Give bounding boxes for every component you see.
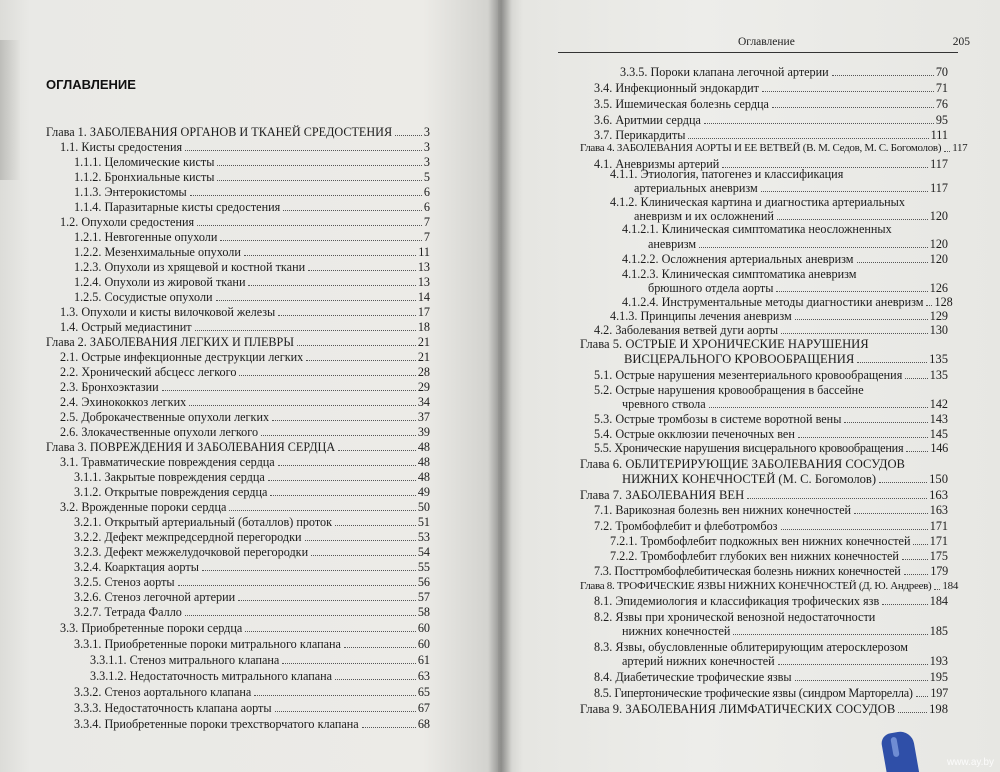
left-page bbox=[0, 0, 498, 772]
toc-entry: 3.3.4. Приобретенные пороки трехстворчатого клапана 68 bbox=[74, 717, 430, 731]
toc-entry: 2.5. Доброкачественные опухоли легких 37 bbox=[60, 410, 430, 424]
toc-entry: 5.3. Острые тромбозы в системе воротной вены 143 bbox=[594, 412, 948, 426]
toc-entry: 3.2.4. Коарктация аорты 55 bbox=[74, 560, 430, 574]
toc-entry: 4.1.2.3. Клиническая симптоматика аневризм bbox=[622, 267, 857, 281]
toc-entry: 1.1. Кисты средостения 3 bbox=[60, 140, 430, 154]
toc-heading: ОГЛАВЛЕНИЕ bbox=[46, 77, 136, 92]
toc-entry: артерий нижних конечностей 193 bbox=[622, 654, 948, 668]
toc-entry: 3.3.1.1. Стеноз митрального клапана 61 bbox=[90, 653, 430, 667]
toc-entry: 1.2.1. Невrогенные опухоли 7 bbox=[74, 230, 430, 244]
toc-entry: 4.1. Аневризмы артерий 117 bbox=[594, 157, 948, 171]
toc-entry: 3.1.2. Открытые повреждения сердца 49 bbox=[74, 485, 430, 499]
toc-entry: Глава 1. ЗАБОЛЕВАНИЯ ОРГАНОВ И ТКАНЕЙ СРЕДОСТЕНИЯ 3 bbox=[46, 125, 430, 139]
toc-entry: ВИСЦЕРАЛЬНОГО КРОВООБРАЩЕНИЯ 135 bbox=[624, 352, 948, 366]
toc-entry: Глава 7. ЗАБОЛЕВАНИЯ ВЕН 163 bbox=[580, 488, 948, 502]
toc-entry: 5.5. Хронические нарушения висцерального кровообращения 146 bbox=[594, 441, 948, 455]
toc-entry: 2.4. Эхинококкоз легких 34 bbox=[60, 395, 430, 409]
toc-entry: 2.6. Злокачественные опухоли легкого 39 bbox=[60, 425, 430, 439]
toc-entry: 1.4. Острый медиастинит 18 bbox=[60, 320, 430, 334]
toc-entry: 4.1.2.2. Осложнения артериальных аневризм 120 bbox=[622, 252, 948, 266]
toc-entry: 1.1.1. Целомические кисты 3 bbox=[74, 155, 430, 169]
right-page bbox=[498, 0, 1000, 772]
toc-entry: 3.3.1. Приобретенные пороки митрального клапана 60 bbox=[74, 637, 430, 651]
toc-entry: брюшного отдела аорты 126 bbox=[648, 281, 948, 295]
book-gutter bbox=[488, 0, 512, 772]
toc-entry: 4.1.3. Принципы лечения аневризм 129 bbox=[610, 309, 948, 323]
toc-entry: 3.2.1. Открытый артериальный (боталлов) проток 51 bbox=[74, 515, 430, 529]
page-edge-shadow bbox=[0, 40, 20, 180]
toc-entry: Глава 5. ОСТРЫЕ И ХРОНИЧЕСКИЕ НАРУШЕНИЯ bbox=[580, 337, 869, 351]
toc-entry: Глава 9. ЗАБОЛЕВАНИЯ ЛИМФАТИЧЕСКИХ СОСУДОВ 198 bbox=[580, 702, 948, 716]
toc-entry: 3.7. Перикардиты 111 bbox=[594, 128, 948, 142]
toc-entry: Глава 8. ТРОФИЧЕСКИЕ ЯЗВЫ НИЖНИХ КОНЕЧНОСТЕЙ (Д. Ю. Андреев) 184 bbox=[580, 580, 959, 592]
toc-entry: 3.2.6. Стеноз легочной артерии 57 bbox=[74, 590, 430, 604]
toc-entry: 1.2.2. Мезенхимальные опухоли 11 bbox=[74, 245, 430, 259]
toc-entry: 4.2. Заболевания ветвей дуги аорты 130 bbox=[594, 323, 948, 337]
toc-entry: 4.1.2. Клиническая картина и диагностика артериальных bbox=[610, 195, 905, 209]
toc-entry: 1.2. Опухоли средостения 7 bbox=[60, 215, 430, 229]
toc-entry: Глава 4. ЗАБОЛЕВАНИЯ АОРТЫ И ЕЕ ВЕТВЕЙ (В. М. Седов, М. С. Богомолов) 117 bbox=[580, 142, 968, 154]
toc-entry: аневризм и их осложнений 120 bbox=[634, 209, 948, 223]
toc-entry: чревного ствола 142 bbox=[622, 397, 948, 411]
toc-entry: аневризм 120 bbox=[648, 237, 948, 251]
toc-entry: 1.2.5. Сосудистые опухоли 14 bbox=[74, 290, 430, 304]
toc-entry: 1.1.3. Энтерокистомы 6 bbox=[74, 185, 430, 199]
toc-entry: 8.2. Язвы при хронической венозной недостаточности bbox=[594, 610, 876, 624]
toc-entry: 7.2.2. Тромбофлебит глубоких вен нижних конечностей 175 bbox=[610, 549, 948, 563]
toc-entry: 5.1. Острые нарушения мезентериального кровообращения 135 bbox=[594, 368, 948, 382]
toc-entry: 3.1.1. Закрытые повреждения сердца 48 bbox=[74, 470, 430, 484]
toc-entry: 3.3. Приобретенные пороки сердца 60 bbox=[60, 621, 430, 635]
toc-entry: 3.2.7. Тетрада Фалло 58 bbox=[74, 605, 430, 619]
toc-entry: 4.1.1. Этиология, патогенез и классификация bbox=[610, 167, 844, 181]
toc-entry: 1.2.3. Опухоли из хрящевой и костной ткани 13 bbox=[74, 260, 430, 274]
toc-entry: 1.1.2. Бронхиальные кисты 5 bbox=[74, 170, 430, 184]
toc-entry: 8.5. Гипертонические трофические язвы (синдром Марторелла) 197 bbox=[594, 686, 948, 700]
watermark: www.ay.by bbox=[946, 757, 994, 768]
toc-entry: 3.6. Аритмии сердца 95 bbox=[594, 113, 948, 127]
toc-entry: 3.2.5. Стеноз аорты 56 bbox=[74, 575, 430, 589]
toc-entry: 3.5. Ишемическая болезнь сердца 76 bbox=[594, 97, 948, 111]
toc-entry: 4.1.2.4. Инструментальные методы диагностики аневризм 128 bbox=[622, 295, 953, 309]
toc-entry: 1.3. Опухоли и кисты вилочковой железы 17 bbox=[60, 305, 430, 319]
toc-entry: 7.3. Посттромбофлебитическая болезнь нижних конечностей 179 bbox=[594, 564, 948, 578]
toc-entry: артериальных аневризм 117 bbox=[634, 181, 948, 195]
toc-entry: 2.2. Хронический абсцесс легкого 28 bbox=[60, 365, 430, 379]
toc-entry: Глава 6. ОБЛИТЕРИРУЮЩИЕ ЗАБОЛЕВАНИЯ СОСУДОВ bbox=[580, 457, 905, 471]
toc-entry: НИЖНИХ КОНЕЧНОСТЕЙ (М. С. Богомолов) 150 bbox=[622, 472, 948, 486]
toc-entry: 3.2.2. Дефект межпредсердной перегородки 53 bbox=[74, 530, 430, 544]
toc-entry: 1.2.4. Опухоли из жировой ткани 13 bbox=[74, 275, 430, 289]
toc-entry: Глава 3. ПОВРЕЖДЕНИЯ И ЗАБОЛЕВАНИЯ СЕРДЦА 48 bbox=[46, 440, 430, 454]
toc-entry: 3.3.2. Стеноз аортального клапана 65 bbox=[74, 685, 430, 699]
toc-entry: 5.2. Острые нарушения кровообращения в бассейне bbox=[594, 383, 864, 397]
page-number: 205 bbox=[952, 36, 970, 48]
toc-entry: Глава 2. ЗАБОЛЕВАНИЯ ЛЕГКИХ И ПЛЕВРЫ 21 bbox=[46, 335, 430, 349]
toc-entry: 3.4. Инфекционный эндокардит 71 bbox=[594, 81, 948, 95]
toc-entry: 5.4. Острые окклюзии печеночных вен 145 bbox=[594, 427, 948, 441]
toc-entry: 3.2.3. Дефект межжелудочковой перегородки 54 bbox=[74, 545, 430, 559]
toc-entry: 8.4. Диабетические трофические язвы 195 bbox=[594, 670, 948, 684]
toc-entry: 7.2.1. Тромбофлебит подкожных вен нижних конечностей 171 bbox=[610, 534, 948, 548]
toc-entry: 7.1. Варикозная болезнь вен нижних конечностей 163 bbox=[594, 503, 948, 517]
toc-entry: 2.1. Острые инфекционные деструкции легких 21 bbox=[60, 350, 430, 364]
toc-entry: 3.3.3. Недостаточность клапана аорты 67 bbox=[74, 701, 430, 715]
toc-entry: 1.1.4. Паразитарные кисты средостения 6 bbox=[74, 200, 430, 214]
toc-entry: 3.2. Врожденные пороки сердца 50 bbox=[60, 500, 430, 514]
toc-entry: нижних конечностей 185 bbox=[622, 624, 948, 638]
toc-entry: 8.1. Эпидемиология и классификация трофических язв 184 bbox=[594, 594, 948, 608]
toc-entry: 3.1. Травматические повреждения сердца 48 bbox=[60, 455, 430, 469]
toc-entry: 4.1.2.1. Клиническая симптоматика неосложненных bbox=[622, 222, 892, 236]
toc-entry: 3.3.1.2. Недостаточность митрального клапана 63 bbox=[90, 669, 430, 683]
toc-entry: 7.2. Тромбофлебит и флеботромбоз 171 bbox=[594, 519, 948, 533]
toc-entry: 3.3.5. Пороки клапана легочной артерии 70 bbox=[620, 65, 948, 79]
running-head-title: Оглавление bbox=[738, 36, 795, 48]
toc-entry: 8.3. Язвы, обусловленные облитерирующим атеросклерозом bbox=[594, 640, 908, 654]
running-head bbox=[558, 36, 970, 53]
toc-entry: 2.3. Бронхоэктазии 29 bbox=[60, 380, 430, 394]
